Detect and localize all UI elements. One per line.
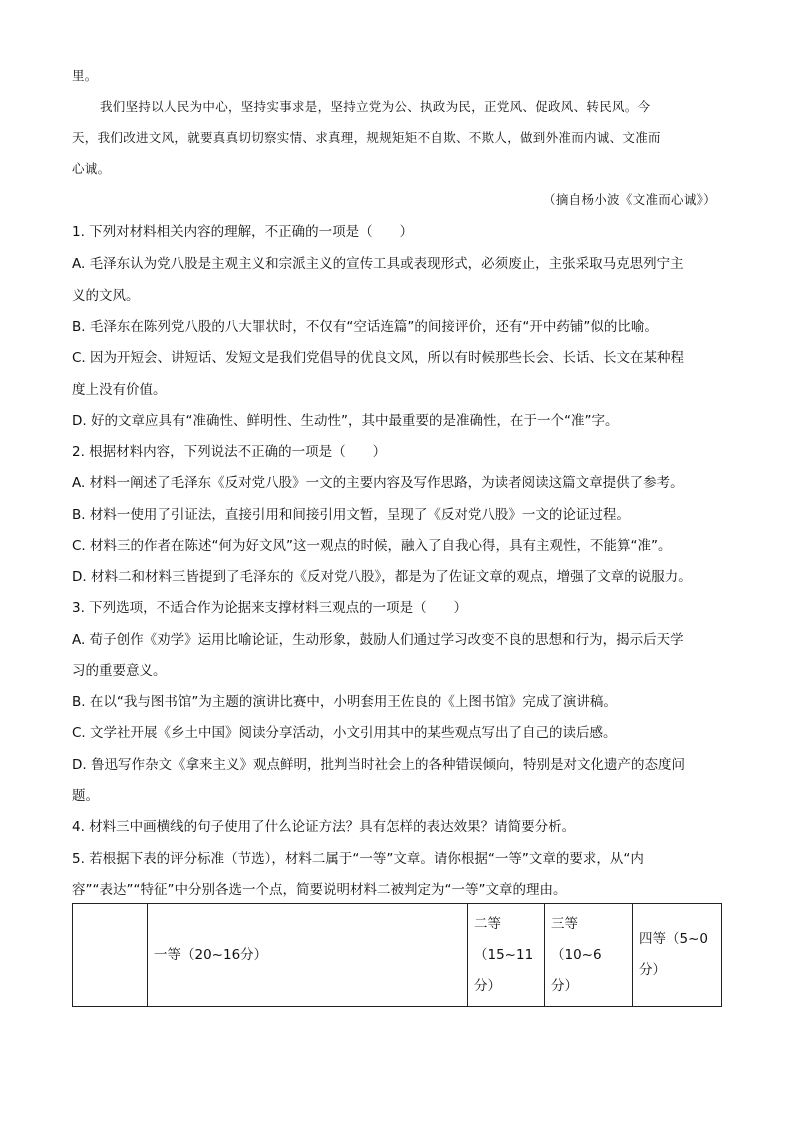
essay-source: （摘自杨小波《文准而心诚》） [543, 192, 716, 207]
question-3-option-a: A. 荀子创作《劝学》运用比喻论证，生动形象，鼓励人们通过学习改变不良的思想和行为，揭示后天学 [72, 632, 684, 648]
grade-2-range: （15~11 [474, 946, 534, 963]
question-3-option-b: B. 在以“我与图书馆”为主题的演讲比赛中，小明套用王佐良的《上图书馆》完成了演讲稿。 [72, 694, 617, 710]
table-cell-blank [73, 904, 148, 1007]
question-3-stem: 3. 下列选项，不适合作为论据来支撑材料三观点的一项是（ ） [72, 600, 468, 616]
essay-fragment: 里。 [72, 68, 98, 83]
table-cell-grade-2 [468, 904, 545, 1007]
grade-3-label: 三等（10~6 [551, 915, 602, 963]
question-1-option-a: A. 毛泽东认为党八股是主观主义和宗派主义的宣传工具或表现形式，必须废止，主张采取马克思列宁主 [72, 256, 684, 272]
question-3-option-d: D. 鲁迅写作杂文《拿来主义》观点鲜明，批判当时社会上的各种错误倾向，特别是对文化遗产的态度问 [72, 757, 685, 773]
essay-paragraph-line: 天，我们改进文风，就要真真切切察实情、求真理，规规矩矩不自欺、不欺人，做到外准而内诚、文准而 [72, 130, 661, 145]
question-2-option-d: D. 材料二和材料三皆提到了毛泽东的《反对党八股》，都是为了佐证文章的观点，增强了文章的说服力。 [72, 569, 692, 585]
grade-4-label: 四等（5~0 [639, 931, 708, 947]
question-3-option-c: C. 文学社开展《乡土中国》阅读分享活动，小文引用其中的某些观点写出了自己的读后感。 [72, 725, 617, 741]
question-2-option-a: A. 材料一阐述了毛泽东《反对党八股》一文的主要内容及写作思路，为读者阅读这篇文章提供了参考。 [72, 475, 684, 491]
question-5-stem-cont: 容”“表达”“特征”中分别各选一个点，简要说明材料二被判定为“一等”文章的理由。 [72, 882, 567, 898]
essay-paragraph-line: 心诚。 [72, 161, 111, 176]
question-1-option-d: D. 好的文章应具有“准确性、鲜明性、生动性”，其中最重要的是准确性，在于一个“准”字。 [72, 413, 619, 429]
question-1-option-b: B. 毛泽东在陈列党八股的八大罪状时，不仅有“空话连篇”的间接评价，还有“开中药铺”似的比喻。 [72, 319, 658, 335]
question-3-option-a-cont: 习的重要意义。 [72, 663, 167, 679]
question-1-option-c-cont: 度上没有价值。 [72, 382, 167, 398]
table-cell-grade-3 [545, 904, 633, 1007]
question-3-option-d-cont: 题。 [72, 788, 99, 804]
grade-2-unit: 分） [474, 977, 501, 994]
grade-4-unit: 分） [639, 962, 666, 978]
grade-2-label: 二等 [474, 915, 501, 932]
grade-3-unit: 分） [551, 977, 578, 994]
table-cell-grade-1 [148, 904, 468, 1007]
question-5-stem: 5. 若根据下表的评分标准（节选），材料二属于“一等”文章。请你根据“一等”文章的要求，从“内 [72, 851, 644, 867]
table-cell-grade-4 [633, 904, 722, 1007]
grading-table [72, 903, 722, 1007]
question-1-option-a-cont: 义的文风。 [72, 288, 140, 304]
question-1-stem: 1. 下列对材料相关内容的理解，不正确的一项是（ ） [72, 224, 414, 240]
question-2-option-c: C. 材料三的作者在陈述“何为好文风”这一观点的时候，融入了自我心得，具有主观性，不能算“准”。 [72, 538, 672, 554]
essay-paragraph-line: 我们坚持以人民为中心，坚持实事求是，坚持立党为公、执政为民，正党风、促政风、转民风。今 [100, 99, 651, 114]
grade-1-label: 一等（20~16分） [154, 946, 268, 963]
table-row [73, 904, 722, 1007]
question-2-option-b: B. 材料一使用了引证法，直接引用和间接引用文暂，呈现了《反对党八股》一文的论证过程。 [72, 507, 630, 523]
question-1-option-c: C. 因为开短会、讲短话、发短文是我们党倡导的优良文风，所以有时候那些长会、长话、长文在某种程 [72, 350, 685, 366]
question-4-stem: 4. 材料三中画横线的句子使用了什么论证方法？具有怎样的表达效果？请简要分析。 [72, 819, 576, 835]
question-2-stem: 2. 根据材料内容，下列说法不正确的一项是（ ） [72, 444, 387, 460]
